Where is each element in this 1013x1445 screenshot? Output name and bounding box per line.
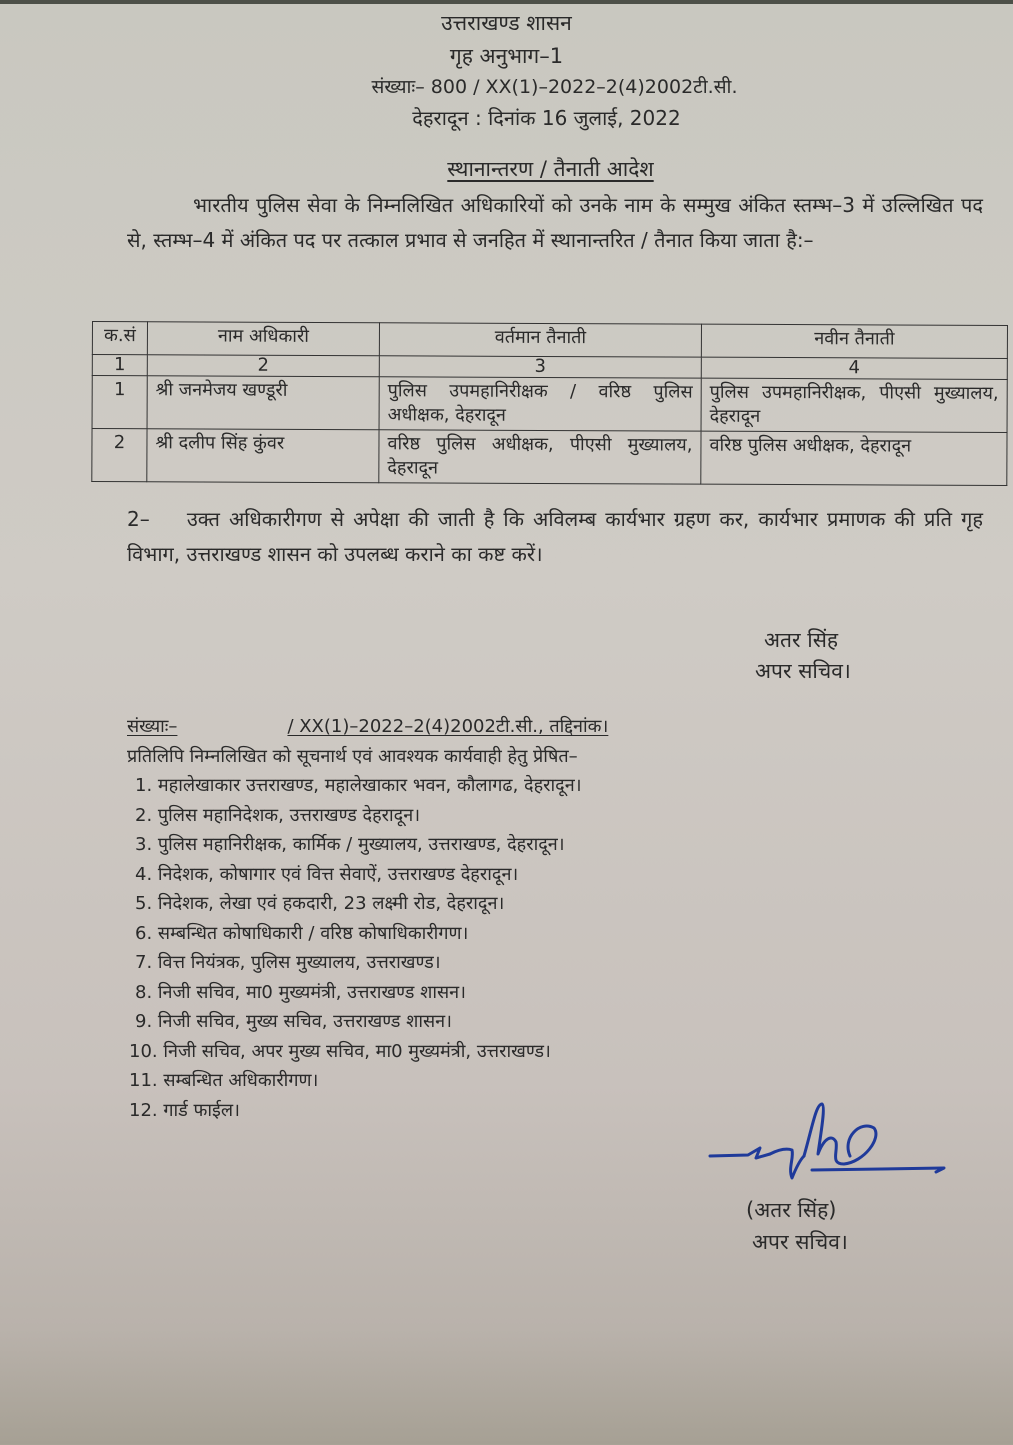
ref-prefix: संख्याः– xyxy=(127,716,178,737)
new-posting: पुलिस उपमहानिरीक्षक, पीएसी मुख्यालय, देहरादून xyxy=(701,378,1007,432)
table-row xyxy=(92,429,1007,486)
officer-name: श्री दलीप सिंह कुंवर xyxy=(147,429,379,483)
table-header-row xyxy=(92,322,1007,359)
serial-number: 2 xyxy=(92,429,147,482)
list-item: 2. पुलिस महानिदेशक, उत्तराखण्ड देहरादून। xyxy=(135,804,421,826)
new-posting: वरिष्ठ पुलिस अधीक्षक, देहरादून xyxy=(701,431,1007,485)
serial-number: 1 xyxy=(92,376,147,429)
column-number: 1 xyxy=(92,355,147,376)
section-name: गृह अनुभाग–1 xyxy=(449,44,564,68)
order-title: स्थानान्तरण / तैनाती आदेश xyxy=(447,157,654,181)
forwarding-line: प्रतिलिपि निम्नलिखित को सूचनार्थ एवं आवश्यक कार्यवाही हेतु प्रेषित– xyxy=(127,745,578,767)
list-item: 4. निदेशक, कोषागार एवं वित्त सेवाऐं, उत्तराखण्ड देहरादून। xyxy=(135,863,519,885)
list-item: 1. महालेखाकार उत्तराखण्ड, महालेखाकार भवन, कौलागढ, देहरादून। xyxy=(135,775,582,796)
ref-suffix: / XX(1)–2022–2(4)2002टी.सी., तद्दिनांक। xyxy=(287,716,609,737)
list-item: 5. निदेशक, लेखा एवं हकदारी, 23 लक्ष्मी रोड, देहरादून। xyxy=(135,893,505,914)
current-posting: वरिष्ठ पुलिस अधीक्षक, पीएसी मुख्यालय, देहरादून xyxy=(379,430,701,484)
list-item: 8. निजी सचिव, मा0 मुख्यमंत्री, उत्तराखण्ड शासन। xyxy=(135,981,466,1003)
table-row xyxy=(92,376,1007,433)
handwritten-signature-icon xyxy=(708,1098,953,1188)
signatory-name: अतर सिंह xyxy=(764,628,839,652)
list-item: 9. निजी सचिव, मुख्य सचिव, उत्तराखण्ड शासन। xyxy=(135,1011,452,1032)
list-item: 7. वित्त नियंत्रक, पुलिस मुख्यालय, उत्तराखण्ड। xyxy=(135,952,441,973)
header-serial: क.सं xyxy=(92,322,147,355)
header-new-posting: नवीन तैनाती xyxy=(701,324,1007,358)
reference-number: संख्याः– 800 / XX(1)–2022–2(4)2002टी.सी. xyxy=(371,76,738,98)
current-posting: पुलिस उपमहानिरीक्षक / वरिष्ठ पुलिस अधीक्षक, देहरादून xyxy=(379,377,701,431)
column-number: 2 xyxy=(147,355,379,377)
list-item: 10. निजी सचिव, अपर मुख्य सचिव, मा0 मुख्यमंत्री, उत्तराखण्ड। xyxy=(129,1040,551,1062)
transfer-table xyxy=(91,321,1008,486)
header-officer-name: नाम अधिकारी xyxy=(147,322,379,356)
intro-text: भारतीय पुलिस सेवा के निम्नलिखित अधिकारियों को उनके नाम के सम्मुख अंकित स्तम्भ–3 में उल्लिखित पद से, स्तम्भ–4 में अंकित पद पर तत्काल प्रभाव से जनहित में स्थानान्तरित / तैनात किया जाता है:– xyxy=(127,193,983,252)
signatory-designation-bottom: अपर सचिव। xyxy=(752,1230,848,1254)
intro-paragraph xyxy=(127,188,983,258)
copy-to-section xyxy=(127,712,608,1125)
government-name: उत्तराखण्ड शासन xyxy=(441,11,572,35)
paragraph-2-text: उक्त अधिकारीगण से अपेक्षा की जाती है कि अविलम्ब कार्यभार ग्रहण कर, कार्यभार प्रमाणक की प्रति गृह विभाग, उत्तराखण्ड शासन को उपलब्ध कराने का कष्ट करें। xyxy=(127,507,983,566)
signatory-designation: अपर सचिव। xyxy=(755,659,851,683)
list-item: 11. सम्बन्धित अधिकारीगण। xyxy=(129,1070,319,1091)
copy-reference-number xyxy=(127,712,608,742)
paragraph-2 xyxy=(127,502,983,572)
paragraph-number: 2– xyxy=(127,507,150,531)
list-item: 6. सम्बन्धित कोषाधिकारी / वरिष्ठ कोषाधिकारीगण। xyxy=(135,922,469,944)
column-number: 3 xyxy=(379,356,701,378)
list-item: 3. पुलिस महानिरीक्षक, कार्मिक / मुख्यालय, उत्तराखण्ड, देहरादून। xyxy=(135,834,565,855)
header-current-posting: वर्तमान तैनाती xyxy=(379,323,701,357)
column-number: 4 xyxy=(701,357,1007,379)
signatory-name-bracketed: (अतर सिंह) xyxy=(746,1198,837,1222)
list-item: 12. गार्ड फाईल। xyxy=(129,1099,240,1121)
officer-name: श्री जनमेजय खण्डूरी xyxy=(147,376,379,430)
recipient-list xyxy=(127,771,608,1125)
place-date: देहरादून : दिनांक 16 जुलाई, 2022 xyxy=(412,106,681,130)
